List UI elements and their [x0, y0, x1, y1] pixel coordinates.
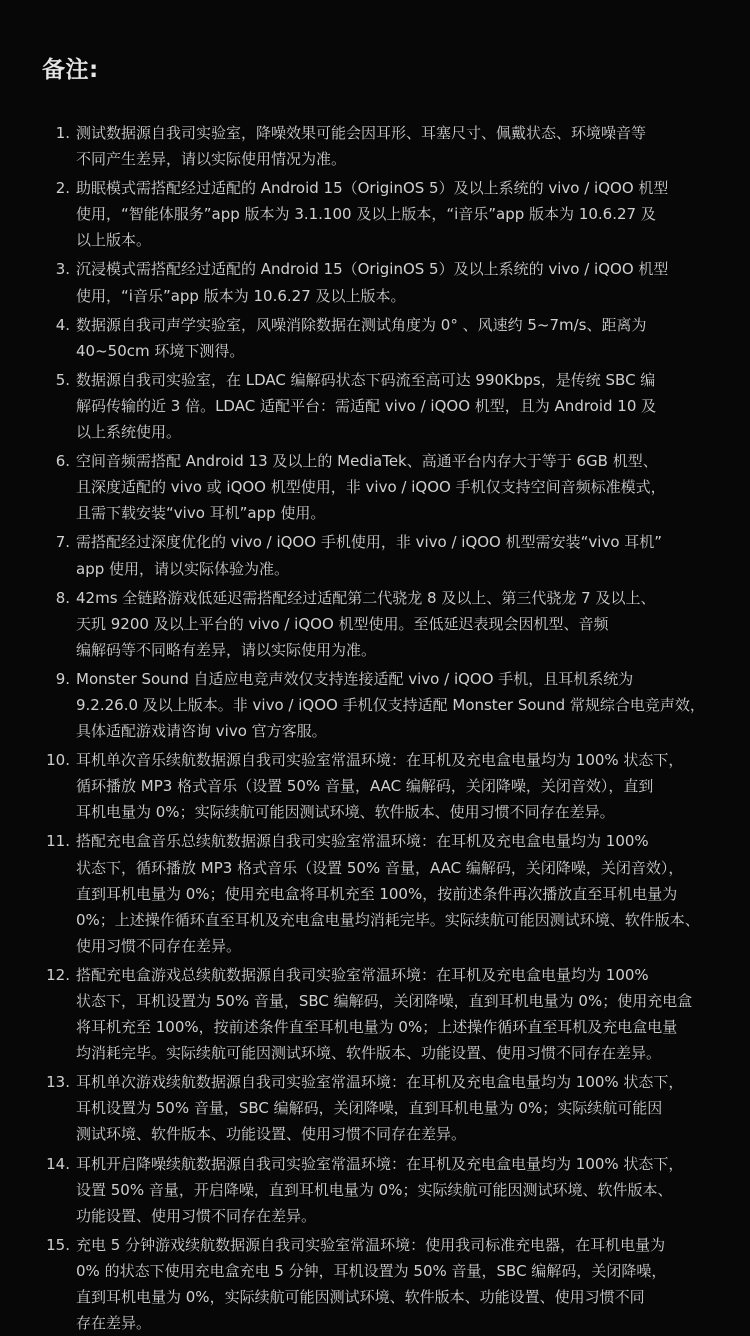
note-line: 测试数据源自我司实验室，降噪效果可能会因耳形、耳塞尺寸、佩戴状态、环境噪音等: [76, 124, 647, 142]
note-line: 使用习惯不同存在差异。: [76, 936, 242, 955]
note-item: [42, 256, 730, 308]
note-line: 42ms 全链路游戏低延迟需搭配经过适配第二代骁龙 8 及以上、第三代骁龙 7 及以上、: [76, 588, 656, 607]
note-number: 9.: [55, 669, 70, 688]
note-number: 15.: [46, 1235, 70, 1254]
note-text: [76, 666, 730, 744]
note-item: [42, 120, 730, 172]
note-line: 功能设置、使用习惯不同存在差异。: [76, 1206, 317, 1225]
note-number: 10.: [46, 751, 70, 770]
note-line: app 使用，请以实际体验为准。: [76, 559, 290, 578]
note-line: 将耳机充至 100%，按前述条件直至耳机电量为 0%；上述操作循环直至耳机及充电盒电量: [76, 1018, 678, 1037]
note-item: [42, 585, 730, 663]
note-line: 使用，“智能体服务”app 版本为 3.1.100 及以上版本，“i音乐”app 版本为 10.6.27 及: [76, 205, 656, 224]
note-number: 8.: [55, 588, 70, 607]
note-text: [76, 747, 730, 825]
note-item: [42, 175, 730, 253]
note-line: 数据源自我司声学实验室，风噪消除数据在测试角度为 0° 、风速约 5~7m/s、距离为: [76, 315, 647, 334]
notes-title: 备注:: [42, 57, 99, 83]
note-line: 不同产生差异，请以实际使用情况为准。: [76, 150, 347, 169]
note-item: [42, 747, 730, 825]
note-line: 直到耳机电量为 0%，实际续航可能因测试环境、软件版本、功能设置、使用习惯不同: [76, 1288, 645, 1307]
note-text: [76, 585, 730, 663]
note-text: [76, 1069, 730, 1147]
note-line: 耳机单次音乐续航数据源自我司实验室常温环境：在耳机及充电盒电量均为 100% 状态下，: [76, 751, 684, 770]
note-line: 循环播放 MP3 格式音乐（设置 50% 音量，AAC 编解码，关闭降噪，关闭音效），直到: [76, 777, 654, 796]
note-number: 14.: [46, 1154, 70, 1173]
note-number: 1.: [55, 124, 70, 142]
note-text: [76, 312, 730, 364]
note-number: 3.: [55, 260, 70, 279]
note-line: 且需下载安装“vivo 耳机”app 使用。: [76, 504, 326, 523]
note-number: 13.: [46, 1073, 70, 1092]
note-item: [42, 666, 730, 744]
note-text: [76, 448, 730, 526]
note-text: [76, 256, 730, 308]
note-number: 2.: [55, 179, 70, 198]
note-line: 耳机单次游戏续航数据源自我司实验室常温环境：在耳机及充电盒电量均为 100% 状态下，: [76, 1073, 684, 1092]
note-line: 设置 50% 音量，开启降噪，直到耳机电量为 0%；实际续航可能因测试环境、软件版本、: [76, 1180, 673, 1199]
note-item: [42, 367, 730, 445]
note-line: 搭配充电盒音乐总续航数据源自我司实验室常温环境：在耳机及充电盒电量均为 100%: [76, 832, 649, 851]
note-item: [42, 1232, 730, 1336]
note-item: [42, 1069, 730, 1147]
note-text: [76, 828, 730, 958]
note-line: 均消耗完毕。实际续航可能因测试环境、软件版本、功能设置、使用习惯不同存在差异。: [76, 1044, 662, 1063]
note-item: [42, 1151, 730, 1229]
note-number: 11.: [46, 832, 70, 851]
note-text: [76, 175, 730, 253]
note-line: 以上系统使用。: [76, 423, 182, 442]
note-line: 具体适配游戏请咨询 vivo 官方客服。: [76, 722, 327, 741]
note-number: 4.: [55, 315, 70, 334]
note-line: 充电 5 分钟游戏续航数据源自我司实验室常温环境：使用我司标准充电器，在耳机电量为: [76, 1235, 666, 1254]
note-line: 天玑 9200 及以上平台的 vivo / iQOO 机型使用。至低延迟表现会因机型、音频: [76, 614, 609, 633]
note-line: 耳机开启降噪续航数据源自我司实验室常温环境：在耳机及充电盒电量均为 100% 状态下，: [76, 1154, 684, 1173]
note-text: [76, 1232, 730, 1336]
note-item: [42, 312, 730, 364]
note-line: 解码传输的近 3 倍。LDAC 适配平台：需适配 vivo / iQOO 机型，且为 Android 10 及: [76, 396, 657, 415]
notes-list: [42, 120, 730, 1336]
note-line: 9.2.26.0 及以上版本。非 vivo / iQOO 手机仅支持适配 Monster Sound 常规综合电竞声效，: [76, 695, 705, 714]
note-line: 使用，“i音乐”app 版本为 10.6.27 及以上版本。: [76, 286, 406, 305]
note-line: 沉浸模式需搭配经过适配的 Android 15（OriginOS 5）及以上系统的 vivo / iQOO 机型: [76, 260, 669, 279]
note-line: 以上版本。: [76, 231, 152, 250]
note-line: 编解码等不同略有差异，请以实际使用为准。: [76, 640, 377, 659]
note-line: 需搭配经过深度优化的 vivo / iQOO 手机使用，非 vivo / iQOO 机型需安装“vivo 耳机”: [76, 533, 663, 552]
note-line: 耳机设置为 50% 音量，SBC 编解码，关闭降噪，直到耳机电量为 0%；实际续航可能因: [76, 1099, 663, 1118]
note-item: [42, 962, 730, 1066]
note-line: Monster Sound 自适应电竞声效仅支持连接适配 vivo / iQOO 手机，且耳机系统为: [76, 669, 634, 688]
note-text: [76, 529, 730, 581]
note-line: 测试环境、软件版本、功能设置、使用习惯不同存在差异。: [76, 1125, 467, 1144]
note-text: [76, 120, 730, 172]
note-line: 状态下，耳机设置为 50% 音量，SBC 编解码，关闭降噪，直到耳机电量为 0%；使用充电盒: [76, 992, 693, 1010]
note-line: 耳机电量为 0%；实际续航可能因测试环境、软件版本、使用习惯不同存在差异。: [76, 803, 615, 822]
note-line: 且深度适配的 vivo 或 iQOO 机型使用，非 vivo / iQOO 手机仅支持空间音频标准模式，: [76, 478, 666, 497]
note-line: 40~50cm 环境下测得。: [76, 341, 245, 360]
note-line: 0% 的状态下使用充电盒充电 5 分钟，耳机设置为 50% 音量，SBC 编解码，关闭降噪，: [76, 1261, 667, 1280]
note-line: 空间音频需搭配 Android 13 及以上的 MediaTek、高通平台内存大于等于 6GB 机型、: [76, 452, 658, 471]
note-line: 0%；上述操作循环直至耳机及充电盒电量均消耗完毕。实际续航可能因测试环境、软件版本、: [76, 910, 700, 929]
note-text: [76, 1151, 730, 1229]
note-line: 状态下，循环播放 MP3 格式音乐（设置 50% 音量，AAC 编解码，关闭降噪，关闭音效），: [76, 858, 684, 877]
note-line: 存在差异。: [76, 1314, 152, 1333]
note-line: 搭配充电盒游戏总续航数据源自我司实验室常温环境：在耳机及充电盒电量均为 100%: [76, 965, 649, 984]
note-line: 直到耳机电量为 0%；使用充电盒将耳机充至 100%，按前述条件再次播放直至耳机电量为: [76, 884, 678, 903]
note-item: [42, 448, 730, 526]
note-line: 数据源自我司实验室，在 LDAC 编解码状态下码流至高可达 990Kbps，是传统 SBC 编: [76, 370, 656, 389]
note-number: 7.: [55, 533, 70, 552]
note-number: 5.: [55, 370, 70, 389]
note-text: [76, 367, 730, 445]
note-number: 6.: [55, 452, 70, 471]
note-item: [42, 529, 730, 581]
note-line: 助眠模式需搭配经过适配的 Android 15（OriginOS 5）及以上系统的 vivo / iQOO 机型: [76, 179, 669, 198]
note-text: [76, 962, 730, 1066]
note-number: 12.: [46, 965, 70, 984]
note-item: [42, 828, 730, 958]
